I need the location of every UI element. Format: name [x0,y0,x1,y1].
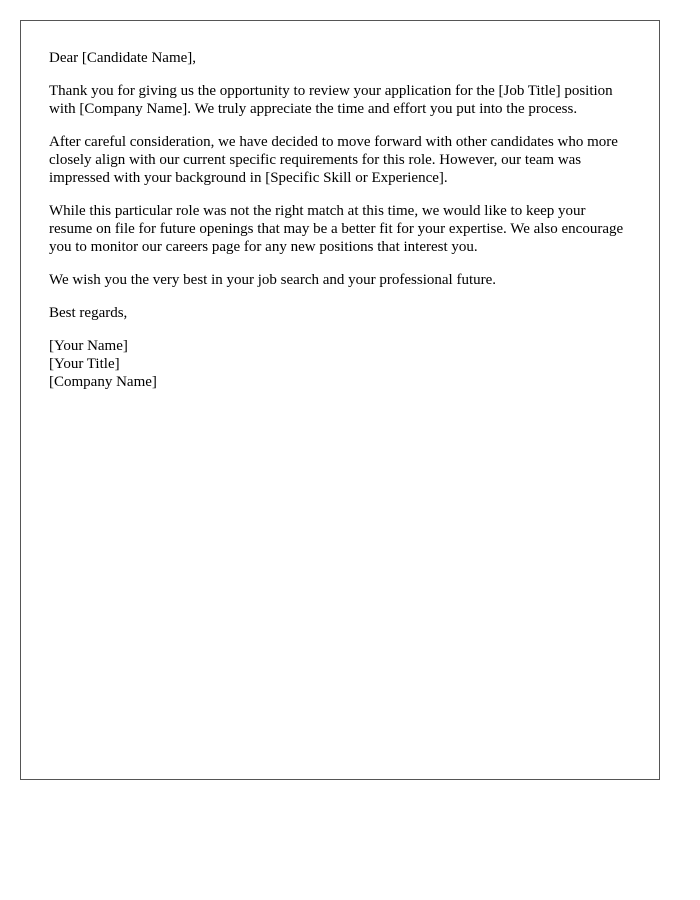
paragraph-intro: Thank you for giving us the opportunity to review your application for the [Job Title] position with [Company Name]. We truly appreciate the time and effort you put into the process. [49,83,613,117]
closing: Best regards, [49,305,128,321]
signature-name: [Your Name] [49,338,128,354]
letter-page [20,20,660,780]
paragraph-wishes: We wish you the very best in your job search and your professional future. [49,272,497,288]
salutation: Dear [Candidate Name], [49,50,197,66]
signature-title: [Your Title] [49,356,120,372]
paragraph-future: While this particular role was not the right match at this time, we would like to keep your resume on file for future openings that may be a better fit for your expertise. We also encourage you to monitor our careers page for any new positions that interest you. [49,203,624,255]
signature-company: [Company Name] [49,374,157,390]
signature-block [49,337,631,391]
paragraph-decision: After careful consideration, we have decided to move forward with other candidates who more closely align with our current specific requirements for this role. However, our team was impressed with your background in [Specific Skill or Experience]. [49,134,618,186]
